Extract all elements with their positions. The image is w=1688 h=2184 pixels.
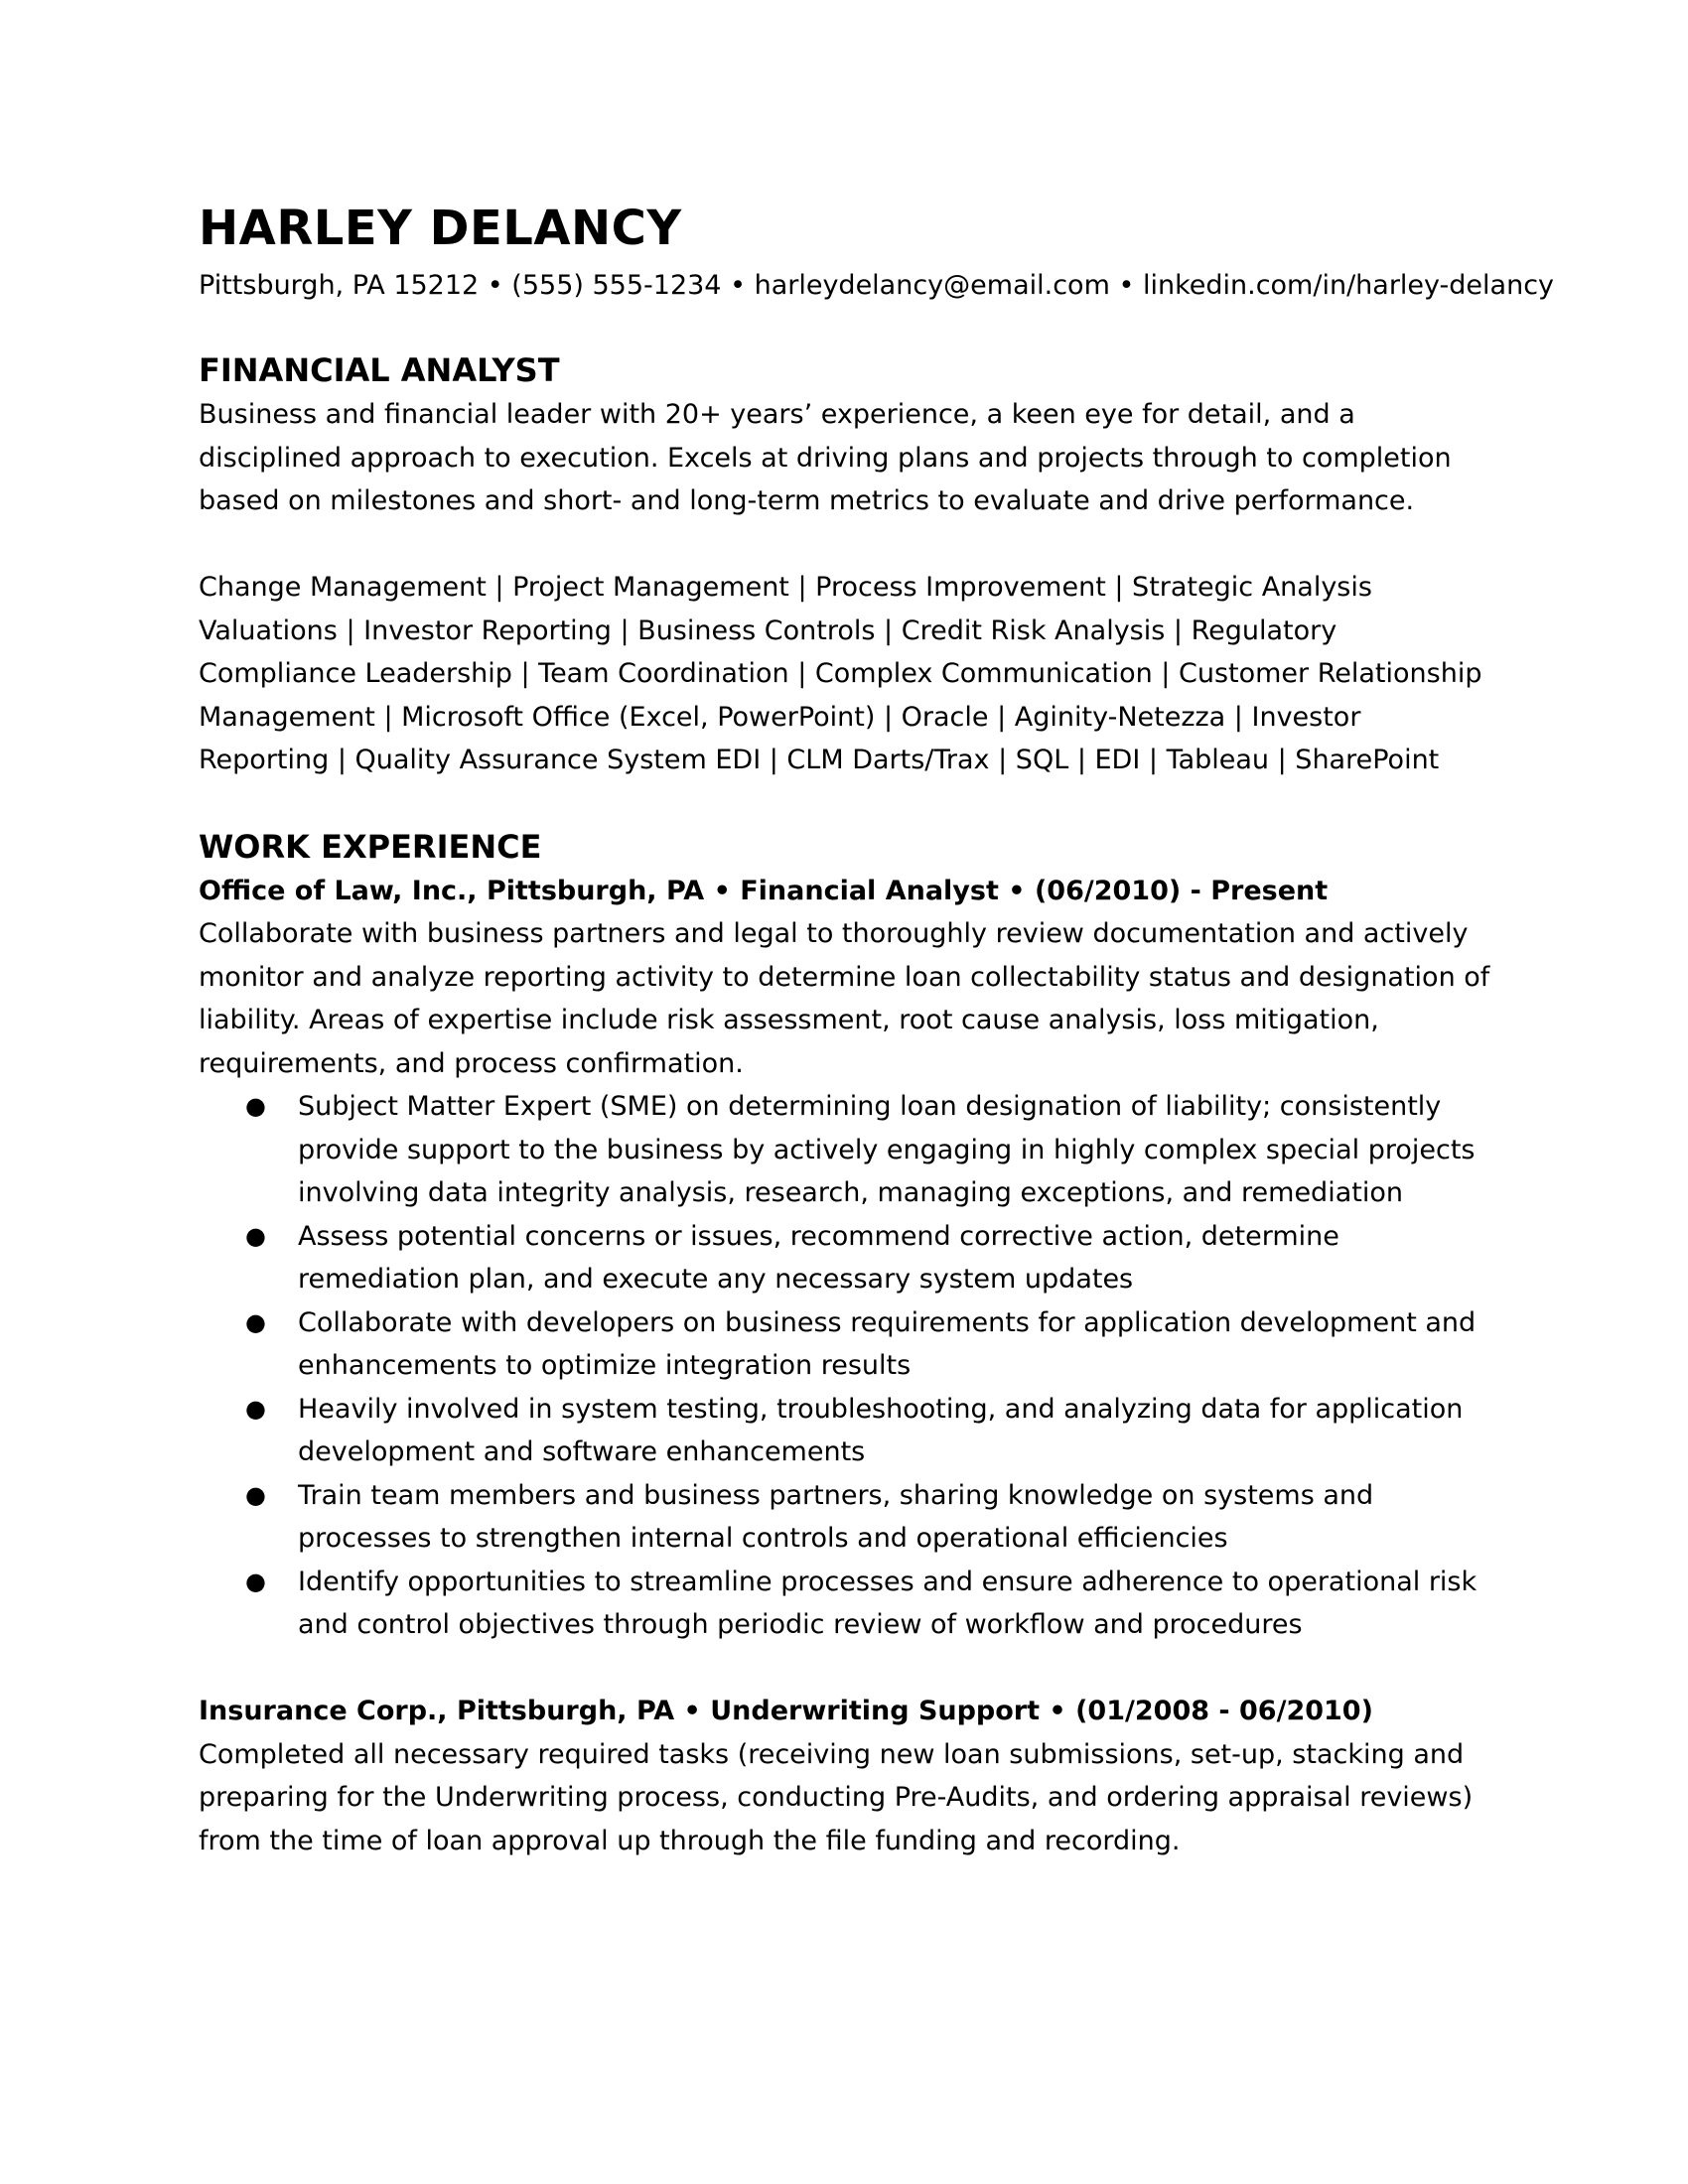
candidate-name: HARLEY DELANCY (199, 201, 682, 256)
summary-text: Business and financial leader with 20+ years’ experience, a keen eye for detail, and a disciplined approach to execution. Excels at driving plans and projects through to completion based on milestones and short- and long-term metrics to evaluate and drive performance. (199, 399, 1452, 516)
bullet-icon: ● (245, 1092, 266, 1120)
job-description: Collaborate with business partners and legal to thoroughly review documentation and actively monitor and analyze reporting activity to determine loan collectability status and designation of liability. Areas of expertise include risk assessment, root cause analysis, loss mitigation, requirements, and process confirmation. (199, 918, 1490, 1079)
bullet-item: ● Collaborate with developers on business requirements for application development and enhancements to optimize integration results (199, 1301, 1499, 1388)
bullet-icon: ● (245, 1480, 266, 1509)
job-header: Insurance Corp., Pittsburgh, PA • Underwriting Support • (01/2008 - 06/2010) (199, 1696, 1373, 1726)
experience-title: WORK EXPERIENCE (199, 827, 542, 866)
job-description: Completed all necessary required tasks (receiving new loan submissions, set-up, stacking and preparing for the Underwriting process, conducting Pre-Audits, and ordering appraisal reviews) from the time of loan approval up through the file funding and recording. (199, 1738, 1474, 1856)
skills-list: Change Management | Project Management | Process Improvement | Strategic Analysis Valuations | Investor Reporting | Business Controls | Credit Risk Analysis | Regulatory Compliance Leadership | Team Coordination | Complex Communication | Customer Relationship Management | Microsoft Office (Excel, PowerPoint) | Oracle | Aginity-Netezza | Investor Reporting | Quality Assurance System EDI | CLM Darts/Trax | SQL | EDI | Tableau | SharePoint (199, 572, 1482, 775)
bullet-icon: ● (245, 1394, 266, 1423)
bullet-item: ● Train team members and business partners, sharing knowledge on systems and processes to strengthen internal controls and operational efficiencies (199, 1474, 1499, 1561)
job-entry (199, 870, 1499, 1647)
job-header: Office of Law, Inc., Pittsburgh, PA • Financial Analyst • (06/2010) - Present (199, 875, 1329, 906)
summary-title: FINANCIAL ANALYST (199, 351, 560, 389)
bullet-item: ● Subject Matter Expert (SME) on determining loan designation of liability; consistently provide support to the business by actively engaging in highly complex special projects involving data integrity analysis, research, managing exceptions, and remediation (199, 1085, 1499, 1215)
job-entry (199, 1690, 1499, 1862)
resume-page (199, 199, 1555, 1862)
bullet-icon: ● (245, 1567, 266, 1595)
bullet-item: ● Assess potential concerns or issues, recommend corrective action, determine remediation plan, and execute any necessary system updates (199, 1215, 1499, 1301)
bullet-icon: ● (245, 1221, 266, 1250)
job-bullets (199, 1085, 1499, 1647)
bullet-item: ● Identify opportunities to streamline processes and ensure adherence to operational risk and control objectives through periodic review of workflow and procedures (199, 1561, 1499, 1647)
bullet-item: ● Heavily involved in system testing, troubleshooting, and analyzing data for application development and software enhancements (199, 1388, 1499, 1474)
contact-line: Pittsburgh, PA 15212 • (555) 555-1234 • harleydelancy@email.com • linkedin.com/in/harley-delancy (199, 270, 1555, 301)
bullet-icon: ● (245, 1307, 266, 1336)
